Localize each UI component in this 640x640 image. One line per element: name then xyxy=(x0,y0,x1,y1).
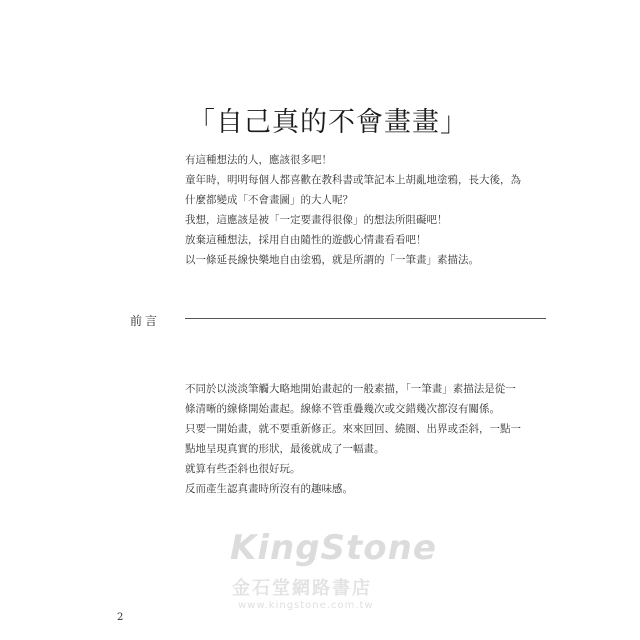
watermark-url: www.kingstone.com.tw xyxy=(238,600,374,611)
section-heading: 前言 xyxy=(130,314,161,328)
body-line: 不同於以淡淡筆觸大略地開始畫起的一般素描，「一筆畫」素描法是從一 xyxy=(185,383,516,395)
body-line: 條清晰的線條開始畫起。線條不管重疊幾次或交錯幾次都沒有關係。 xyxy=(185,403,500,415)
watermark-logo: KingStone xyxy=(230,528,437,568)
intro-line: 以一條延長線快樂地自由塗鴉，就是所謂的「一筆畫」素描法。 xyxy=(185,254,479,266)
intro-line: 放棄這種想法，採用自由隨性的遊戲心情畫看看吧！ xyxy=(185,234,427,246)
watermark xyxy=(230,528,437,611)
intro-line: 有這種想法的人，應該很多吧！ xyxy=(185,154,332,166)
page-number: 2 xyxy=(117,612,124,623)
body-line: 點地呈現真實的形狀，最後就成了一幅畫。 xyxy=(185,443,385,455)
watermark-subtitle: 金石堂網路書店 xyxy=(232,578,372,599)
body-line: 反而產生認真畫時所沒有的趣味感。 xyxy=(185,483,353,495)
body-paragraph xyxy=(185,379,521,499)
body-line: 只要一開始畫，就不要重新修正。來來回回、繞圈、出界或歪斜，一點一 xyxy=(185,423,521,435)
section-divider xyxy=(185,318,546,319)
intro-line: 我想，這應該是被「一定要畫得很像」的想法所阻礙吧！ xyxy=(185,214,448,226)
intro-line: 童年時，明明每個人都喜歡在教科書或筆記本上胡亂地塗鴉，長大後，為 xyxy=(185,174,521,186)
intro-line: 什麼都變成「不會畫圖」的大人呢？ xyxy=(185,194,353,206)
body-line: 就算有些歪斜也很好玩。 xyxy=(185,463,301,475)
intro-paragraph xyxy=(185,150,521,270)
page-title: 「自己真的不會畫畫」 xyxy=(188,107,468,138)
